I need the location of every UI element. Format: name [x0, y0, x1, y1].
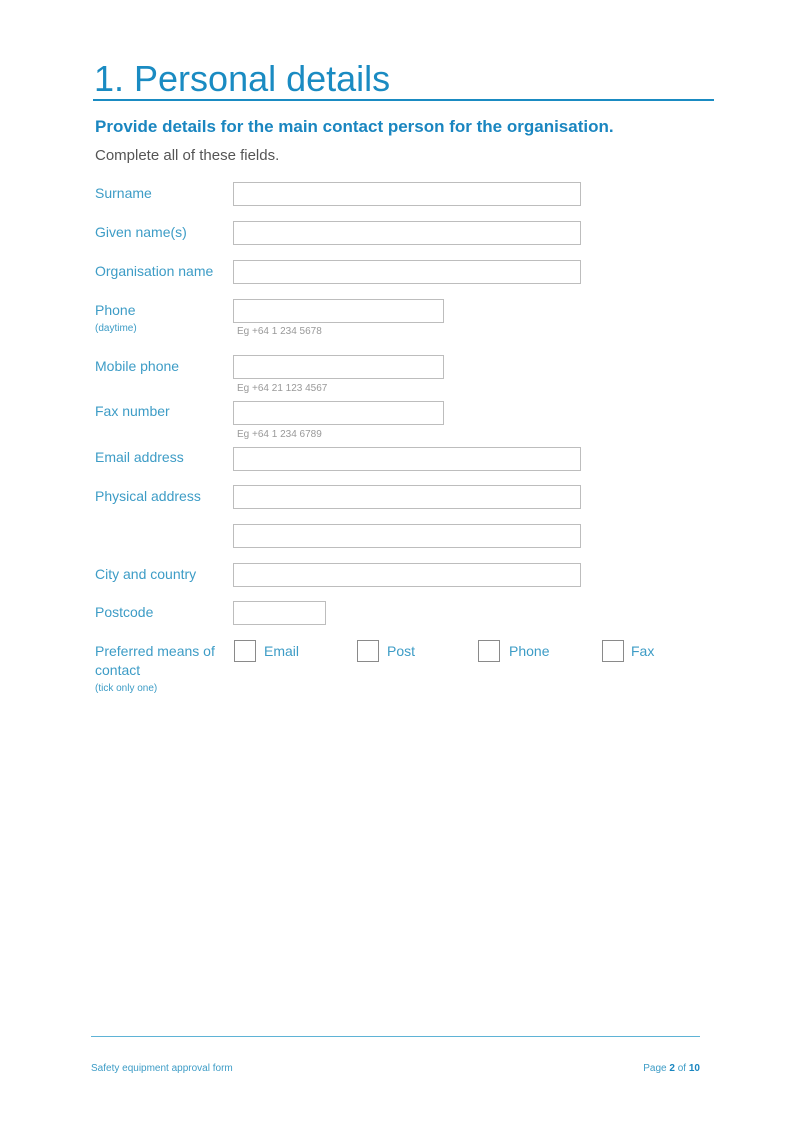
mobile-label: Mobile phone — [95, 358, 180, 374]
organisation-label: Organisation name — [95, 263, 214, 279]
city-country-label: City and country — [95, 566, 197, 582]
preferred-contact-label: Preferred means of — [95, 643, 215, 659]
phone-label: Phone — [95, 302, 136, 318]
contact-fax-checkbox[interactable] — [602, 640, 624, 662]
contact-phone-label: Phone — [509, 643, 550, 659]
fax-hint: Eg +64 1 234 6789 — [237, 429, 322, 440]
physical-address-line2-input[interactable] — [233, 524, 581, 548]
page-current: 2 — [669, 1063, 675, 1074]
contact-post-label: Post — [387, 643, 416, 659]
page-total: 10 — [688, 1063, 700, 1074]
page-title: 1. Personal details — [94, 58, 391, 99]
surname-label: Surname — [95, 185, 152, 201]
contact-phone-checkbox[interactable] — [478, 640, 500, 662]
footer-divider — [91, 1036, 700, 1037]
mobile-hint: Eg +64 21 123 4567 — [237, 383, 328, 394]
postcode-label: Postcode — [95, 604, 154, 620]
contact-post-checkbox[interactable] — [357, 640, 379, 662]
footer-form-name: Safety equipment approval form — [91, 1063, 233, 1074]
section-subheading: Provide details for the main contact person for the organisation. — [95, 117, 614, 136]
fax-label: Fax number — [95, 403, 170, 419]
given-names-input[interactable] — [233, 221, 581, 245]
title-divider — [93, 99, 714, 101]
contact-email-label: Email — [264, 643, 300, 659]
page-number — [643, 1063, 700, 1074]
phone-hint: Eg +64 1 234 5678 — [237, 326, 322, 337]
mobile-input[interactable] — [233, 355, 444, 379]
organisation-input[interactable] — [233, 260, 581, 284]
contact-fax-label: Fax — [631, 643, 655, 659]
fax-input[interactable] — [233, 401, 444, 425]
email-input[interactable] — [233, 447, 581, 471]
contact-email-checkbox[interactable] — [234, 640, 256, 662]
instructions: Complete all of these fields. — [95, 147, 280, 164]
phone-sublabel: (daytime) — [95, 323, 137, 334]
email-label: Email address — [95, 449, 184, 465]
page-prefix: Page — [643, 1063, 667, 1074]
surname-input[interactable] — [233, 182, 581, 206]
page-of: of — [677, 1063, 687, 1074]
phone-input[interactable] — [233, 299, 444, 323]
preferred-contact-note: (tick only one) — [95, 683, 158, 694]
physical-address-line1-input[interactable] — [233, 485, 581, 509]
preferred-contact-label-line2: contact — [95, 662, 141, 678]
city-country-input[interactable] — [233, 563, 581, 587]
given-names-label: Given name(s) — [95, 224, 187, 240]
postcode-input[interactable] — [233, 601, 326, 625]
physical-address-label: Physical address — [95, 488, 201, 504]
